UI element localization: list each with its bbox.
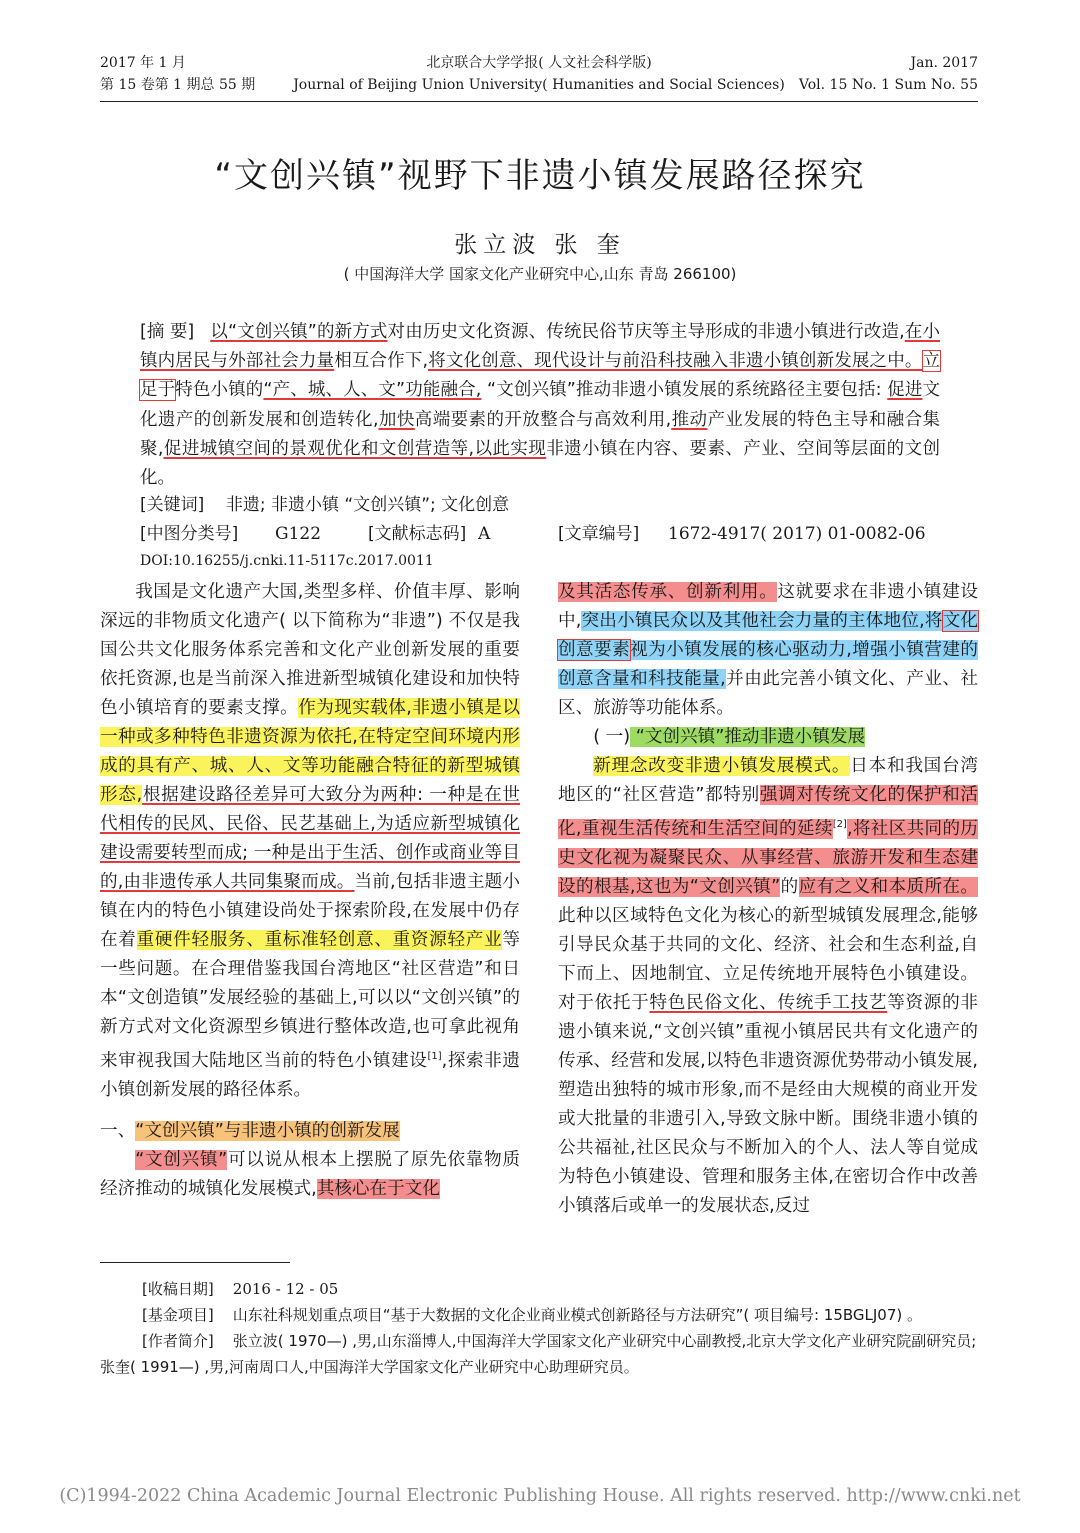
annotation-highlight: 强调对传统文化的保护和活化, <box>558 785 978 839</box>
subsection-heading: ( 一) “文创兴镇”推动非遗小镇发展 <box>593 727 866 747</box>
annotation-underline: 在小镇内居民与外部社会力量 <box>140 322 941 372</box>
annotation-highlight: 及其活态传承、创新利用。 <box>558 582 778 602</box>
annotation-underline: 加快 <box>378 409 415 430</box>
citation-ref: [1] <box>427 1051 442 1062</box>
article-title: “文创兴镇”视野下非遗小镇发展路径探究 <box>214 156 866 196</box>
article-number-label: [文章编号] <box>558 524 640 544</box>
doc-code-value: A <box>478 524 491 544</box>
keywords-label: [关键词] <box>140 495 205 515</box>
paragraph: “文创兴镇”可以说从根本上摆脱了原先依靠物质经济推动的城镇化发展模式,其核心在于文化 <box>100 1149 520 1199</box>
annotation-highlight: “文创兴镇”与非遗小镇的创新发展 <box>135 1120 400 1141</box>
header-issue-date: 2017 年 1 月 第 15 卷第 1 期总 55 期 <box>100 55 256 93</box>
footnote-author: [作者简介] 张立波( 1970—) ,男,山东淄博人,中国海洋大学国家文化产业研究中心副教授,北京大学文化产业研究院副研究员; 张奎( 1991—) ,男,河南周口人,中国海洋大学国家文化产业研究中心助理研究员。 <box>100 1332 977 1376</box>
footnotes <box>100 1276 978 1380</box>
author-affiliation: ( 中国海洋大学 国家文化产业研究中心,山东 青岛 266100) <box>343 265 737 283</box>
abstract: [摘 要] 以“文创兴镇”的新方式对由历史文化资源、传统民俗节庆等主导形成的非遗小镇进行改造,在小镇内居民与外部社会力量相互合作下,将文化创意、现代设计与前沿科技融入非遗小镇创新发展之中。立足于特色小镇的“产、城、人、文”功能融合, “文创兴镇”推动非遗小镇发展的系统路径主要包括: 促进文化遗产的创新发展和创造转化,加快高端要素的开放整合与高效利用,推动产业发展的特色主导和融合集聚,促进城镇空间的景观优化和文创营造等,以此实现非遗小镇在内容、要素、产业、空间等层面的文创化。 <box>140 318 940 493</box>
annotation-highlight: 新理念改变非遗小镇发展模式。 <box>593 756 851 776</box>
copyright-notice: (C)1994-2022 China Academic Journal Electronic Publishing House. All rights reserved. http://www.cnki.net <box>59 1486 1021 1506</box>
annotation-highlight: 视为小镇发展的核心驱动力,增强小镇营建的创意含量和科技能量, <box>558 640 978 689</box>
annotation-highlight: 突出小镇民众以及其他社会力量的主体地位,将 <box>581 611 943 631</box>
annotation-underline: 促进城镇空间的景观优化和文创营造等,以此实现 <box>163 438 547 459</box>
citation-ref: [2] <box>832 819 847 830</box>
annotation-highlight: ,将社区共同的历史文化视为凝聚民众、从事经营、旅游开发和生态建设的根基,这也为“文创兴镇” <box>558 818 978 897</box>
annotation-underline: 根据建设路径差异可大致分为两种: 一种是在世代相传的民风、民俗、民艺基础上,为适应新型城镇化建设需要转型而成; 一种是出于生活、创作或商业等目的,由非遗传承人共同集聚而成。 <box>100 785 520 892</box>
body-column-right <box>558 578 978 1221</box>
annotation-underline: 以“文创兴镇”的新方式 <box>210 322 388 342</box>
annotation-highlight: 重硬件轻服务、重标准轻创意、重资源轻产业 <box>136 930 503 950</box>
footnote-rule <box>100 1262 290 1263</box>
classification-row <box>140 520 940 548</box>
annotation-underline: “产、城、人、文”功能融合, <box>263 380 482 401</box>
paragraph: 我国是文化遗产大国,类型多样、价值丰厚、影响深远的非物质文化遗产( 以下简称为“非遗”) 不仅是我国公共文化服务体系完善和文化产业创新发展的重要依托资源,也是当前深入推进新型城镇化建设和加快特色小镇培育的要素支撑。作为现实载体,非遗小镇是以一种或多种特色非遗资源为依托,在特定空间环境内形成的具有产、城、人、文等功能融合特征的新型城镇形态,根据建设路径差异可大致分为两种: 一种是在世代相传的民风、民俗、民艺基础上,为适应新型城镇化建设需要转型而成; 一种是出于生活、创作或商业等目的,由非遗传承人共同集聚而成。当前,包括非遗主题小镇在内的特色小镇建设尚处于探索阶段,在发展中仍存在着重硬件轻服务、重标准轻创意、重资源轻产业等一些问题。在合理借鉴我国台湾地区“社区营造”和日本“文创造镇”发展经验的基础上,可以以“文创兴镇”的新方式对文化资源型乡镇进行整体改造,也可拿此视角来审视我国大陆地区当前的特色小镇建设[1],探索非遗小镇创新发展的路径体系。 <box>100 582 521 1100</box>
section-heading: 一、“文创兴镇”与非遗小镇的创新发展 <box>100 1120 400 1141</box>
header-volume-info: Jan. 2017 Vol. 15 No. 1 Sum No. 55 <box>798 55 978 93</box>
annotation-underline: 促进 <box>887 380 923 401</box>
annotation-box: 文化创意要素 <box>558 611 978 660</box>
annotation-highlight: “文创兴镇” <box>135 1149 228 1170</box>
header-rule <box>100 101 978 102</box>
annotation-box: 立足于 <box>140 351 941 401</box>
annotation-highlight: 其核心在于文化 <box>316 1178 440 1199</box>
clc-label: [中图分类号] <box>140 524 239 544</box>
annotation-underline: 特色民俗文化、传统手工技艺 <box>649 992 888 1013</box>
body-column-left <box>100 578 520 1204</box>
annotation-underline: 推动 <box>671 409 708 430</box>
article-number-value: 1672-4917( 2017) 01-0082-06 <box>668 524 926 544</box>
annotation-highlight: 应有之义和本质所在。 <box>798 876 978 897</box>
paragraph: 新理念改变非遗小镇发展模式。日本和我国台湾地区的“社区营造”都特别强调对传统文化的保护和活化,重视生活传统和生活空间的延续[2],将社区共同的历史文化视为凝聚民众、从事经营、旅游开发和生态建设的根基,这也为“文创兴镇”的应有之义和本质所在。此种以区域特色文化为核心的新型城镇发展理念,能够引导民众基于共同的文化、经济、社会和生态利益,自下而上、因地制宜、立足传统地开展特色小镇建设。对于依托于特色民俗文化、传统手工技艺等资源的非遗小镇来说,“文创兴镇”重视小镇居民共有文化遗产的传承、经营和发展,以特色非遗资源优势带动小镇发展,塑造出独特的城市形象,而不是经由大规模的商业开发或大批量的非遗引入,导致文脉中断。围绕非遗小镇的公共福祉,社区民众与不断加入的个人、法人等自觉成为特色小镇建设、管理和服务主体,在密切合作中改善小镇落后或单一的发展状态,反过 <box>558 756 978 1216</box>
running-header <box>100 52 978 100</box>
header-journal-name: 北京联合大学学报( 人文社会科学版) Journal of Beijing Union University( Humanities and Social Sciences) <box>293 55 785 93</box>
annotation-underline: 将文化创意、现代设计与前沿科技融入非遗小镇创新发展之中。 <box>428 351 923 372</box>
keywords-text: 非遗; 非遗小镇 “文创兴镇”; 文化创意 <box>225 495 510 515</box>
paragraph: 及其活态传承、创新利用。这就要求在非遗小镇建设中,突出小镇民众以及其他社会力量的主体地位,将文化创意要素视为小镇发展的核心驱动力,增强小镇营建的创意含量和科技能量,并由此完善小镇文化、产业、社区、旅游等功能体系。 <box>558 582 978 718</box>
doi: DOI:10.16255/j.cnki.11-5117c.2017.0011 <box>140 553 434 569</box>
keywords <box>140 491 509 519</box>
annotation-highlight: 作为现实载体,非遗小镇是以一种或多种特色非遗资源为依托,在特定空间环境内形成的具有产、城、人、文等功能融合特征的新型城镇形态, <box>100 698 520 805</box>
abstract-label: [摘 要] <box>140 322 195 342</box>
annotation-highlight: “文创兴镇”推动非遗小镇发展 <box>630 727 866 747</box>
footnote-received: [收稿日期] 2016 - 12 - 05 <box>142 1280 339 1298</box>
doc-code-label: [文献标志码] <box>368 524 467 544</box>
clc-value: G122 <box>275 524 322 544</box>
article-authors: 张立波 张 奎 <box>454 232 626 258</box>
annotation-highlight: 重视生活传统和生活空间的延续 <box>581 818 833 839</box>
footnote-fund: [基金项目] 山东社科规划重点项目“基于大数据的文化企业商业模式创新路径与方法研究”( 项目编号: 15BGLJ07) 。 <box>142 1306 923 1324</box>
